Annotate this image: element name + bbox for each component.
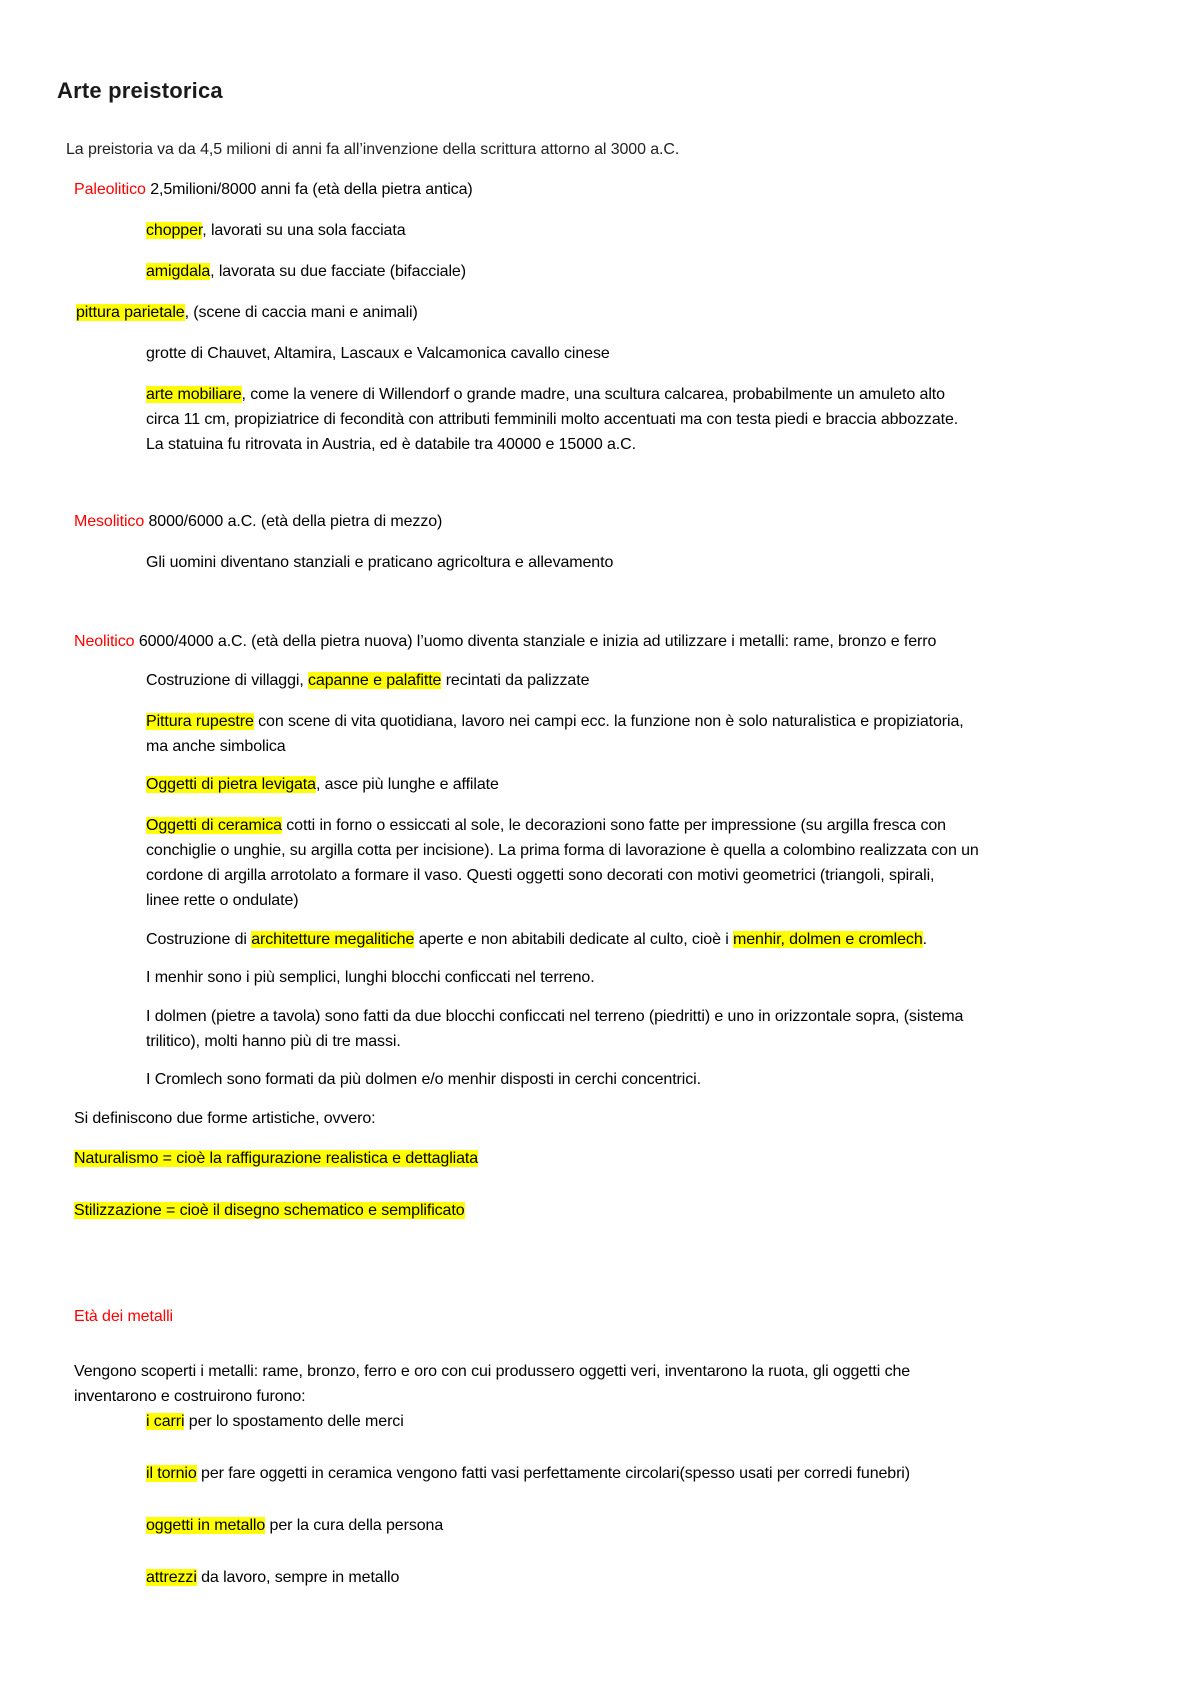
- tornio-line: [146, 1462, 910, 1486]
- neolitico-heading: Neolitico: [74, 633, 135, 650]
- menhir-dolmen-highlight: menhir, dolmen e cromlech: [733, 931, 923, 948]
- metalli-text-2: inventarono e costruirono furono:: [74, 1388, 306, 1405]
- chopper-highlight: chopper: [146, 222, 203, 239]
- pittura-parietale-text: , (scene di caccia mani e animali): [184, 304, 418, 321]
- megalitiche-text-mid: aperte e non abitabili dedicate al culto, cioè i: [414, 931, 734, 948]
- menhir-line: I menhir sono i più semplici, lunghi blocchi conficcati nel terreno.: [146, 969, 595, 986]
- megalitiche-text-end: .: [922, 931, 927, 948]
- megalitiche-text: Costruzione di: [146, 931, 252, 948]
- amigdala-text: , lavorata su due facciate (bifacciale): [210, 263, 466, 280]
- naturalismo-highlight: Naturalismo = cioè la raffigurazione realistica e dettagliata: [74, 1150, 479, 1167]
- arte-mobiliare-text: , come la venere di Willendorf o grande madre, una scultura calcarea, probabilmente un amuleto alto: [241, 386, 945, 403]
- naturalismo-line: [74, 1147, 478, 1171]
- neolitico-dates: 6000/4000 a.C. (età della pietra nuova) l’uomo diventa stanziale e inizia ad utilizzare i metalli: rame, bronzo e ferro: [134, 633, 937, 650]
- tornio-text: per fare oggetti in ceramica vengono fatti vasi perfettamente circolari(spesso usati per corredi funebri): [196, 1465, 910, 1482]
- ceramica-text: cotti in forno o essiccati al sole, le decorazioni sono fatte per impressione (su argilla fresca con: [281, 817, 946, 834]
- capanne-highlight: capanne e palafitte: [308, 672, 442, 689]
- ceramica-line: [146, 814, 946, 838]
- arte-mobiliare-line-3: La statuina fu ritrovata in Austria, ed è databile tra 40000 e 15000 a.C.: [146, 436, 636, 453]
- mesolitico-text: Gli uomini diventano stanziali e praticano agricoltura e allevamento: [146, 554, 614, 571]
- arte-mobiliare-line-2: circa 11 cm, propiziatrice di fecondità con attributi femminili molto accentuati ma con testa piedi e braccia abbozzate.: [146, 411, 959, 428]
- arte-mobiliare-line: [146, 383, 945, 407]
- dolmen-line-2: trilitico), molti hanno più di tre massi.: [146, 1033, 401, 1050]
- villaggi-text: Costruzione di villaggi,: [146, 672, 309, 689]
- carri-line: [146, 1410, 404, 1434]
- ceramica-highlight: Oggetti di ceramica: [146, 817, 282, 834]
- pittura-rupestre-line-2: ma anche simbolica: [146, 738, 286, 755]
- attrezzi-line: [146, 1566, 399, 1590]
- dolmen-line: I dolmen (pietre a tavola) sono fatti da due blocchi conficcati nel terreno (piedritti) e uno in orizzontale sopra, (sistema: [146, 1008, 964, 1025]
- megalitiche-highlight: architetture megalitiche: [251, 931, 415, 948]
- cromlech-line: I Cromlech sono formati da più dolmen e/o menhir disposti in cerchi concentrici.: [146, 1071, 701, 1088]
- pittura-parietale-highlight: pittura parietale: [76, 304, 185, 321]
- metalli-text: Vengono scoperti i metalli: rame, bronzo, ferro e oro con cui produssero oggetti veri, inventarono la ruota, gli oggetti che: [74, 1363, 911, 1380]
- pittura-rupestre-line: [146, 710, 964, 734]
- document-title: Arte preistorica: [57, 78, 223, 103]
- metallo-line: [146, 1514, 443, 1538]
- pittura-rupestre-highlight: Pittura rupestre: [146, 713, 254, 730]
- attrezzi-highlight: attrezzi: [146, 1569, 197, 1586]
- chopper-line: [146, 219, 406, 243]
- pittura-parietale-line: [76, 301, 418, 325]
- villaggi-text-end: recintati da palizzate: [441, 672, 590, 689]
- carri-highlight: i carri: [146, 1413, 185, 1430]
- intro-text: La preistoria va da 4,5 milioni di anni fa all’invenzione della scrittura attorno al 3000 a.C.: [66, 141, 680, 158]
- forme-intro: Si definiscono due forme artistiche, ovvero:: [74, 1110, 376, 1127]
- pietra-levigata-line: [146, 773, 499, 797]
- pietra-levigata-highlight: Oggetti di pietra levigata: [146, 776, 316, 793]
- amigdala-highlight: amigdala: [146, 263, 211, 280]
- stilizzazione-line: [74, 1199, 465, 1223]
- tornio-highlight: il tornio: [146, 1465, 197, 1482]
- pietra-levigata-text: , asce più lunghe e affilate: [315, 776, 499, 793]
- paleolitico-dates: 2,5milioni/8000 anni fa (età della pietra antica): [145, 181, 473, 198]
- ceramica-line-3: cordone di argilla arrotolato a formare il vaso. Questi oggetti sono decorati con motivi geometrici (triangoli, spirali,: [146, 867, 935, 884]
- metallo-text: per la cura della persona: [265, 1517, 444, 1534]
- stilizzazione-highlight: Stilizzazione = cioè il disegno schematico e semplificato: [74, 1202, 465, 1219]
- metallo-highlight: oggetti in metallo: [146, 1517, 266, 1534]
- arte-mobiliare-highlight: arte mobiliare: [146, 386, 242, 403]
- mesolitico-line: [74, 510, 442, 534]
- mesolitico-dates: 8000/6000 a.C. (età della pietra di mezzo): [144, 513, 443, 530]
- attrezzi-text: da lavoro, sempre in metallo: [196, 1569, 400, 1586]
- chopper-text: , lavorati su una sola facciata: [202, 222, 406, 239]
- paleolitico-heading: Paleolitico: [74, 181, 146, 198]
- pittura-rupestre-text: con scene di vita quotidiana, lavoro nei campi ecc. la funzione non è solo naturalistica e propiziatoria,: [253, 713, 964, 730]
- ceramica-line-4: linee rette o ondulate): [146, 892, 299, 909]
- megalitiche-line: [146, 928, 927, 952]
- mesolitico-heading: Mesolitico: [74, 513, 145, 530]
- amigdala-line: [146, 260, 466, 284]
- paleolitico-line: [74, 178, 473, 202]
- villaggi-line: [146, 669, 589, 693]
- carri-text: per lo spostamento delle merci: [184, 1413, 404, 1430]
- grotte-line: grotte di Chauvet, Altamira, Lascaux e Valcamonica cavallo cinese: [146, 345, 610, 362]
- metalli-heading: Età dei metalli: [74, 1308, 173, 1325]
- ceramica-line-2: conchiglie o unghie, su argilla cotta per incisione). La prima forma di lavorazione è quella a colombino realizzata con un: [146, 842, 979, 859]
- neolitico-line: [74, 630, 936, 654]
